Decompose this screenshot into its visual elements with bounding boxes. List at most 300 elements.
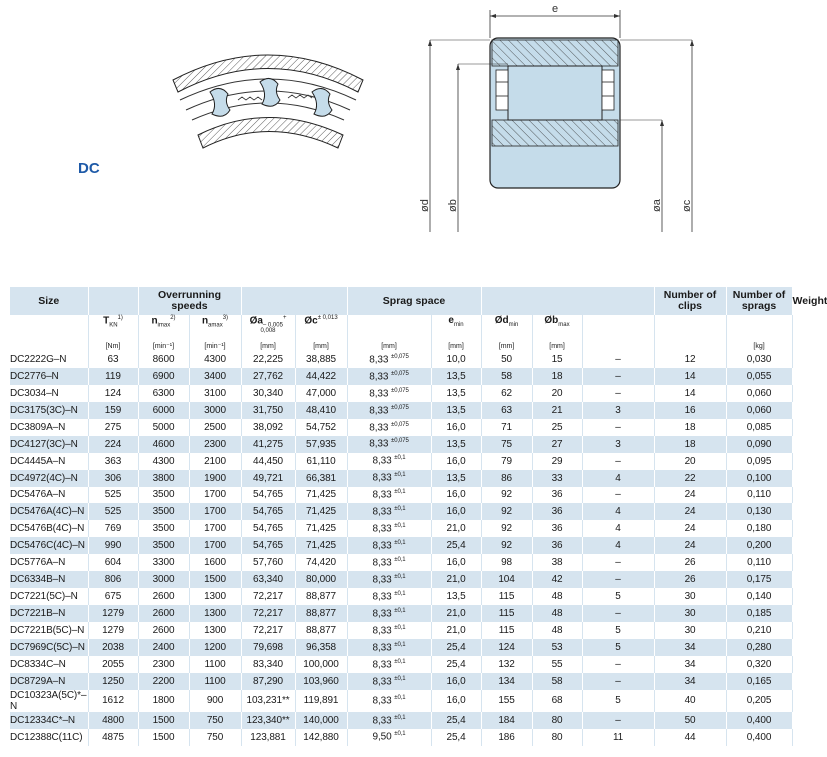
cell-clips: 4 [582, 537, 654, 554]
cell-space: 8,33 $^{\pm 0,075}$ [347, 368, 431, 385]
cell-c: 140,000 [295, 712, 347, 729]
cell-clips: – [582, 487, 654, 504]
cell-tkn: 525 [88, 487, 138, 504]
table-row [10, 470, 792, 487]
cell-c: 74,420 [295, 554, 347, 571]
cell-emin: 13,5 [431, 402, 481, 419]
cell-nimax: 4300 [138, 453, 189, 470]
cell-space: 8,33 $^{\pm 0,075}$ [347, 351, 431, 368]
dim-oa-label: øa [651, 199, 663, 212]
cell-dmin: 62 [481, 385, 532, 402]
cell-weight: 0,280 [726, 639, 792, 656]
column-symbol: [mm] [347, 315, 431, 351]
cell-tkn: 769 [88, 520, 138, 537]
column-symbol: $n_{amax}^{3)}$ [min⁻¹] [189, 315, 241, 351]
cell-bmax: 33 [532, 470, 582, 487]
table-row [10, 729, 792, 746]
cell-dmin: 132 [481, 656, 532, 673]
cell-weight: 0,400 [726, 712, 792, 729]
cell-weight: 0,200 [726, 537, 792, 554]
cell-namax: 1200 [189, 639, 241, 656]
cell-sprags: 16 [654, 402, 726, 419]
cell-space: 8,33 $^{\pm 0,075}$ [347, 436, 431, 453]
cell-tkn: 675 [88, 588, 138, 605]
cell-space: 8,33 $^{\pm 0,075}$ [347, 385, 431, 402]
cell-sprags: 22 [654, 470, 726, 487]
cell-bmax: 55 [532, 656, 582, 673]
cell-space: 8,33 $^{\pm 0,1}$ [347, 673, 431, 690]
cell-namax: 1700 [189, 520, 241, 537]
cell-dmin: 115 [481, 605, 532, 622]
table-row [10, 453, 792, 470]
cell-size: DC8334C–N [10, 656, 88, 673]
table-row [10, 639, 792, 656]
cell-emin: 25,4 [431, 729, 481, 746]
cell-clips: – [582, 419, 654, 436]
cell-space: 8,33 $^{\pm 0,1}$ [347, 690, 431, 712]
cell-a: 72,217 [241, 588, 295, 605]
header-size: Size [10, 287, 88, 315]
cell-emin: 10,0 [431, 351, 481, 368]
cell-namax: 1900 [189, 470, 241, 487]
column-symbol: $e_{min}$ [mm] [431, 315, 481, 351]
sprag-element [210, 88, 230, 116]
cell-clips: 4 [582, 470, 654, 487]
cell-tkn: 525 [88, 503, 138, 520]
cell-size: DC12388C(11C) [10, 729, 88, 746]
cell-namax: 3100 [189, 385, 241, 402]
column-symbol: $T_{KN}^{1)}$ [Nm] [88, 315, 138, 351]
cell-sprags: 24 [654, 537, 726, 554]
cell-a: 123,881 [241, 729, 295, 746]
cell-a: 54,765 [241, 503, 295, 520]
table-row [10, 402, 792, 419]
cell-weight: 0,110 [726, 554, 792, 571]
cell-c: 44,422 [295, 368, 347, 385]
cell-emin: 13,5 [431, 368, 481, 385]
cell-dmin: 58 [481, 368, 532, 385]
cell-a: 123,340** [241, 712, 295, 729]
cell-emin: 13,5 [431, 588, 481, 605]
cell-a: 41,275 [241, 436, 295, 453]
cell-sprags: 50 [654, 712, 726, 729]
cell-clips: 11 [582, 729, 654, 746]
cell-namax: 3000 [189, 402, 241, 419]
cell-tkn: 275 [88, 419, 138, 436]
cell-nimax: 2400 [138, 639, 189, 656]
cell-space: 8,33 $^{\pm 0,1}$ [347, 453, 431, 470]
cell-sprags: 40 [654, 690, 726, 712]
cell-dmin: 92 [481, 520, 532, 537]
cell-space: 8,33 $^{\pm 0,1}$ [347, 520, 431, 537]
cell-c: 80,000 [295, 571, 347, 588]
cell-emin: 16,0 [431, 690, 481, 712]
cell-size: DC4445A–N [10, 453, 88, 470]
cell-c: 71,425 [295, 537, 347, 554]
cell-a: 72,217 [241, 622, 295, 639]
cell-size: DC5476B(4C)–N [10, 520, 88, 537]
cell-nimax: 3000 [138, 571, 189, 588]
cell-bmax: 36 [532, 520, 582, 537]
cell-bmax: 25 [532, 419, 582, 436]
cell-c: 96,358 [295, 639, 347, 656]
cell-a: 57,760 [241, 554, 295, 571]
cell-tkn: 2038 [88, 639, 138, 656]
cell-tkn: 124 [88, 385, 138, 402]
cell-space: 8,33 $^{\pm 0,075}$ [347, 419, 431, 436]
table-body [10, 351, 792, 746]
cell-emin: 16,0 [431, 487, 481, 504]
cell-nimax: 5000 [138, 419, 189, 436]
cell-sprags: 14 [654, 385, 726, 402]
cell-clips: – [582, 605, 654, 622]
cell-size: DC10323A(5C)*–N [10, 689, 87, 712]
cell-a: 72,217 [241, 605, 295, 622]
cell-tkn: 119 [88, 368, 138, 385]
table-row [10, 385, 792, 402]
cell-size: DC7221B(5C)–N [10, 622, 88, 639]
cell-weight: 0,110 [726, 487, 792, 504]
cell-emin: 21,0 [431, 622, 481, 639]
cell-emin: 13,5 [431, 436, 481, 453]
cell-tkn: 63 [88, 351, 138, 368]
cell-clips: – [582, 453, 654, 470]
cell-c: 54,752 [295, 419, 347, 436]
cell-nimax: 3500 [138, 520, 189, 537]
cell-sprags: 44 [654, 729, 726, 746]
cell-dmin: 75 [481, 436, 532, 453]
table-row [10, 487, 792, 504]
cell-size: DC7969C(5C)–N [10, 639, 88, 656]
cell-namax: 1500 [189, 571, 241, 588]
cell-weight: 0,100 [726, 470, 792, 487]
dim-oc-label: øc [681, 199, 693, 212]
cell-namax: 750 [189, 712, 241, 729]
table-row [10, 537, 792, 554]
cell-tkn: 224 [88, 436, 138, 453]
sprag-element [260, 78, 280, 106]
cell-sprags: 34 [654, 639, 726, 656]
cell-space: 8,33 $^{\pm 0,1}$ [347, 656, 431, 673]
cell-a: 54,765 [241, 520, 295, 537]
cell-space: 8,33 $^{\pm 0,1}$ [347, 503, 431, 520]
cell-dmin: 50 [481, 351, 532, 368]
cell-bmax: 68 [532, 690, 582, 712]
cell-size: DC2222G–N [10, 351, 88, 368]
cell-clips: – [582, 673, 654, 690]
column-symbol: $Øc^{\pm 0,013}$ [mm] [295, 315, 347, 351]
cell-c: 119,891 [295, 690, 347, 712]
header-row-groups: Size Overrunning speeds Sprag space Number of clips Number of sprags Weight [10, 287, 792, 315]
cell-dmin: 186 [481, 729, 532, 746]
header-number-of-sprags: Number of sprags [726, 287, 792, 315]
cell-tkn: 1250 [88, 673, 138, 690]
cell-clips: 3 [582, 436, 654, 453]
cell-size: DC7221B–N [10, 605, 88, 622]
cell-space: 8,33 $^{\pm 0,1}$ [347, 571, 431, 588]
cell-emin: 25,4 [431, 639, 481, 656]
cell-bmax: 48 [532, 605, 582, 622]
cell-emin: 21,0 [431, 571, 481, 588]
cell-size: DC5776A–N [10, 554, 88, 571]
cell-a: 27,762 [241, 368, 295, 385]
cell-a: 49,721 [241, 470, 295, 487]
cell-nimax: 3500 [138, 537, 189, 554]
cell-a: 54,765 [241, 537, 295, 554]
cell-clips: – [582, 385, 654, 402]
cell-bmax: 36 [532, 537, 582, 554]
cell-weight: 0,055 [726, 368, 792, 385]
cell-a: 44,450 [241, 453, 295, 470]
cell-bmax: 15 [532, 351, 582, 368]
cell-space: 8,33 $^{\pm 0,1}$ [347, 605, 431, 622]
cell-nimax: 6000 [138, 402, 189, 419]
cell-sprags: 30 [654, 622, 726, 639]
cell-nimax: 3500 [138, 487, 189, 504]
cell-dmin: 124 [481, 639, 532, 656]
cell-c: 88,877 [295, 605, 347, 622]
cell-namax: 2300 [189, 436, 241, 453]
cell-c: 71,425 [295, 520, 347, 537]
cell-namax: 1700 [189, 503, 241, 520]
header-row-symbols [10, 315, 792, 351]
cell-c: 61,110 [295, 453, 347, 470]
cell-dmin: 155 [481, 690, 532, 712]
cell-namax: 2100 [189, 453, 241, 470]
cell-namax: 1700 [189, 487, 241, 504]
table-row [10, 554, 792, 571]
cell-namax: 1300 [189, 605, 241, 622]
cell-dmin: 92 [481, 537, 532, 554]
cell-emin: 13,5 [431, 385, 481, 402]
cell-clips: – [582, 571, 654, 588]
table-row [10, 503, 792, 520]
cell-space: 8,33 $^{\pm 0,1}$ [347, 554, 431, 571]
cell-dmin: 115 [481, 622, 532, 639]
cell-a: 31,750 [241, 402, 295, 419]
cell-bmax: 21 [532, 402, 582, 419]
header-size-blank [10, 315, 88, 351]
cell-bmax: 80 [532, 712, 582, 729]
cell-bmax: 36 [532, 487, 582, 504]
table-row [10, 368, 792, 385]
cell-bmax: 29 [532, 453, 582, 470]
cell-clips: – [582, 351, 654, 368]
cell-c: 38,885 [295, 351, 347, 368]
dim-ob-label: øb [447, 199, 459, 212]
cell-dmin: 184 [481, 712, 532, 729]
cell-size: DC3809A–N [10, 419, 88, 436]
cell-weight: 0,180 [726, 520, 792, 537]
cell-namax: 1600 [189, 554, 241, 571]
cell-bmax: 36 [532, 503, 582, 520]
cell-dmin: 115 [481, 588, 532, 605]
cell-weight: 0,165 [726, 673, 792, 690]
table-row [10, 622, 792, 639]
header-sprag-space: Sprag space [347, 287, 481, 315]
cell-space: 8,33 $^{\pm 0,1}$ [347, 470, 431, 487]
cell-size: DC3175(3C)–N [10, 402, 88, 419]
cell-size: DC5476A(4C)–N [10, 503, 88, 520]
cell-clips: 4 [582, 503, 654, 520]
cell-namax: 1100 [189, 673, 241, 690]
cell-tkn: 604 [88, 554, 138, 571]
cell-bmax: 80 [532, 729, 582, 746]
cell-sprags: 34 [654, 656, 726, 673]
cell-emin: 25,4 [431, 537, 481, 554]
cell-nimax: 6900 [138, 368, 189, 385]
cell-a: 63,340 [241, 571, 295, 588]
cell-c: 100,000 [295, 656, 347, 673]
cell-weight: 0,095 [726, 453, 792, 470]
cell-emin: 16,0 [431, 453, 481, 470]
cell-clips: 5 [582, 588, 654, 605]
cell-clips: – [582, 554, 654, 571]
dim-e-label: e [552, 3, 559, 15]
cell-sprags: 30 [654, 588, 726, 605]
column-symbol: $Ød_{min}$ [mm] [481, 315, 532, 351]
cell-space: 8,33 $^{\pm 0,1}$ [347, 487, 431, 504]
table-row [10, 520, 792, 537]
cell-bmax: 27 [532, 436, 582, 453]
cell-a: 22,225 [241, 351, 295, 368]
table-row [10, 690, 792, 712]
cell-nimax: 2600 [138, 605, 189, 622]
cell-c: 142,880 [295, 729, 347, 746]
cell-nimax: 2200 [138, 673, 189, 690]
cell-c: 103,960 [295, 673, 347, 690]
cell-space: 8,33 $^{\pm 0,075}$ [347, 402, 431, 419]
table-row [10, 419, 792, 436]
cell-namax: 750 [189, 729, 241, 746]
cell-size: DC2776–N [10, 368, 88, 385]
cell-c: 48,410 [295, 402, 347, 419]
cell-tkn: 1279 [88, 622, 138, 639]
cell-emin: 13,5 [431, 470, 481, 487]
cell-tkn: 159 [88, 402, 138, 419]
cell-weight: 0,205 [726, 690, 792, 712]
cell-c: 71,425 [295, 487, 347, 504]
cell-nimax: 8600 [138, 351, 189, 368]
column-symbol: $Øa_{- 0,005}^{+ 0,008}$ [mm] [241, 315, 295, 351]
cell-weight: 0,085 [726, 419, 792, 436]
cell-c: 88,877 [295, 588, 347, 605]
cell-weight: 0,090 [726, 436, 792, 453]
cell-sprags: 14 [654, 368, 726, 385]
header-number-of-clips: Number of clips [654, 287, 726, 315]
table-row [10, 605, 792, 622]
cell-a: 87,290 [241, 673, 295, 690]
cell-tkn: 363 [88, 453, 138, 470]
cell-size: DC5476A–N [10, 487, 88, 504]
cell-sprags: 18 [654, 436, 726, 453]
cell-nimax: 6300 [138, 385, 189, 402]
cell-dmin: 71 [481, 419, 532, 436]
column-symbol [654, 315, 726, 351]
cell-nimax: 1500 [138, 712, 189, 729]
table-row [10, 673, 792, 690]
cell-a: 103,231** [241, 690, 295, 712]
cell-space: 8,33 $^{\pm 0,1}$ [347, 537, 431, 554]
cell-a: 79,698 [241, 639, 295, 656]
cell-sprags: 26 [654, 571, 726, 588]
cell-nimax: 4600 [138, 436, 189, 453]
cell-a: 30,340 [241, 385, 295, 402]
table-row [10, 588, 792, 605]
cell-weight: 0,210 [726, 622, 792, 639]
sprag-element [312, 88, 332, 116]
cell-sprags: 24 [654, 503, 726, 520]
cell-size: DC5476C(4C)–N [10, 537, 88, 554]
cell-clips: – [582, 656, 654, 673]
sprag-clutch-illustration [168, 40, 368, 180]
cell-clips: 4 [582, 520, 654, 537]
cell-nimax: 3500 [138, 503, 189, 520]
cell-c: 71,425 [295, 503, 347, 520]
table-row [10, 351, 792, 368]
cell-a: 83,340 [241, 656, 295, 673]
cell-bmax: 18 [532, 368, 582, 385]
cell-sprags: 30 [654, 605, 726, 622]
cell-weight: 0,030 [726, 351, 792, 368]
cell-weight: 0,130 [726, 503, 792, 520]
cell-weight: 0,175 [726, 571, 792, 588]
cell-tkn: 4800 [88, 712, 138, 729]
cell-sprags: 20 [654, 453, 726, 470]
cell-bmax: 38 [532, 554, 582, 571]
cell-weight: 0,320 [726, 656, 792, 673]
header-overrunning-speeds: Overrunning speeds [138, 287, 241, 315]
cell-dmin: 86 [481, 470, 532, 487]
cell-weight: 0,185 [726, 605, 792, 622]
cell-size: DC7221(5C)–N [10, 588, 88, 605]
cell-emin: 21,0 [431, 605, 481, 622]
cell-namax: 1100 [189, 656, 241, 673]
cell-c: 88,877 [295, 622, 347, 639]
series-label: DC [78, 160, 100, 177]
cell-emin: 16,0 [431, 673, 481, 690]
cell-emin: 25,4 [431, 656, 481, 673]
cell-sprags: 12 [654, 351, 726, 368]
cell-space: 8,33 $^{\pm 0,1}$ [347, 639, 431, 656]
cell-bmax: 20 [532, 385, 582, 402]
cell-c: 57,935 [295, 436, 347, 453]
cell-sprags: 34 [654, 673, 726, 690]
cell-namax: 2500 [189, 419, 241, 436]
cell-clips: 3 [582, 402, 654, 419]
cell-dmin: 134 [481, 673, 532, 690]
column-symbol: $n_{imax}^{2)}$ [min⁻¹] [138, 315, 189, 351]
column-symbol: [kg] [726, 315, 792, 351]
column-symbol [582, 315, 654, 351]
cell-dmin: 79 [481, 453, 532, 470]
cell-namax: 3400 [189, 368, 241, 385]
cell-clips: – [582, 368, 654, 385]
cell-a: 38,092 [241, 419, 295, 436]
cell-size: DC8729A–N [10, 673, 88, 690]
cell-dmin: 92 [481, 487, 532, 504]
cell-bmax: 42 [532, 571, 582, 588]
cell-sprags: 24 [654, 520, 726, 537]
cell-namax: 1300 [189, 622, 241, 639]
cell-dmin: 98 [481, 554, 532, 571]
table-row [10, 712, 792, 729]
cell-emin: 16,0 [431, 554, 481, 571]
cell-size: DC4972(4C)–N [10, 470, 88, 487]
cell-bmax: 58 [532, 673, 582, 690]
cell-emin: 16,0 [431, 503, 481, 520]
cell-weight: 0,140 [726, 588, 792, 605]
